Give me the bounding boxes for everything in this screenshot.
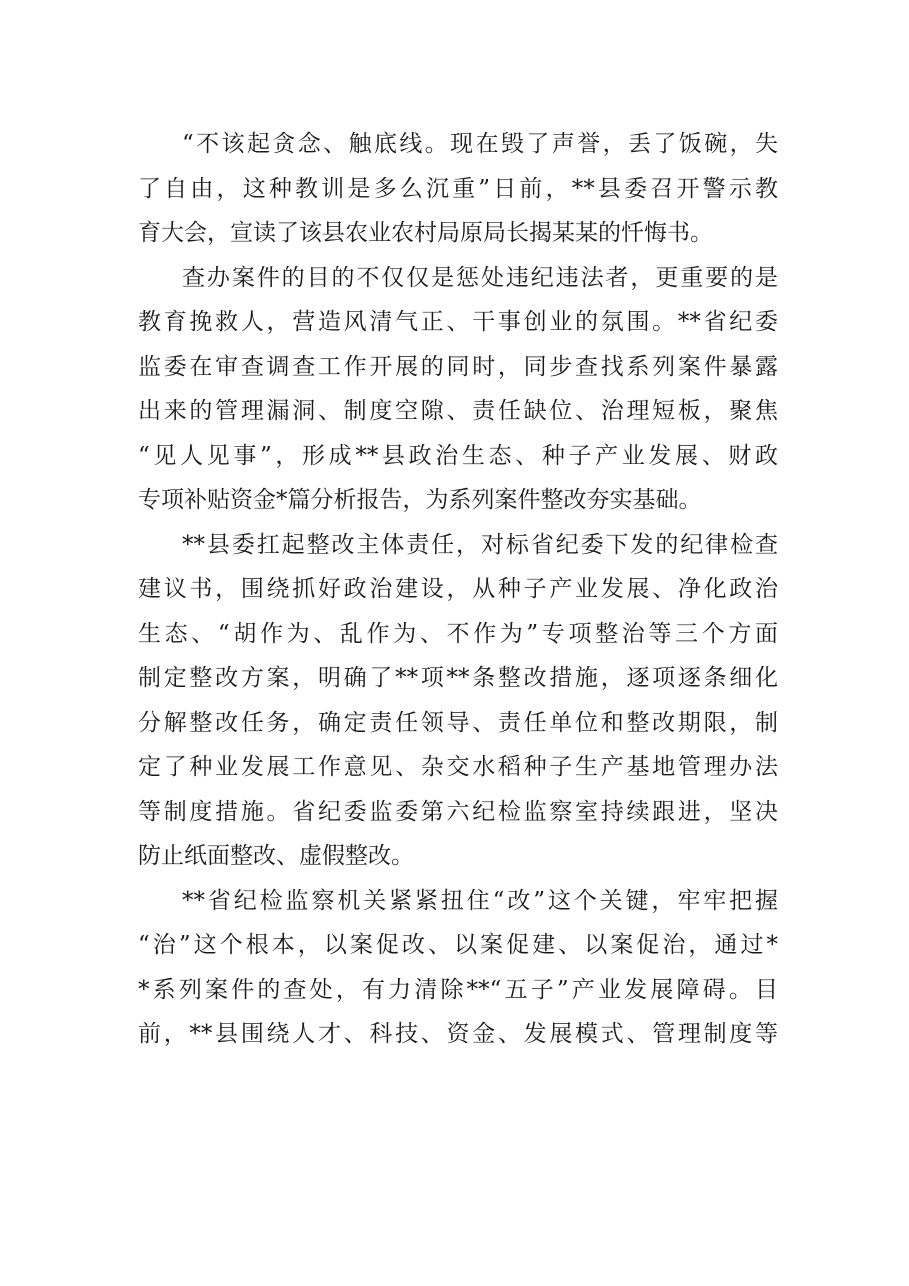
paragraph-3 — [138, 523, 778, 879]
text-line: 了自由，这种教训是多么沉重”日前，**县委召开警示教 — [138, 175, 778, 202]
text-line: 监委在审查调查工作开展的同时，同步查找系列案件暴露 — [138, 353, 778, 380]
text-line: **省纪检监察机关紧紧扭住“改”这个关键，牢牢把握 — [182, 887, 778, 914]
text-line: “治”这个根本，以案促改、以案促建、以案促治，通过* — [138, 932, 778, 958]
text-line: “不该起贪念、触底线。现在毁了声誉，丢了饭碗，失 — [182, 131, 778, 157]
text-line: *系列案件的查处，有力清除**“五子”产业发展障碍。目 — [138, 976, 778, 1003]
paragraph-4 — [138, 879, 778, 1057]
text-line: 查办案件的目的不仅仅是惩处违纪违法者，更重要的是 — [182, 264, 778, 291]
paragraph-1 — [138, 122, 778, 256]
text-line: 生态、“胡作为、乱作为、不作为”专项整治等三个方面 — [138, 620, 778, 647]
text-line: 出来的管理漏洞、制度空隙、责任缺位、治理短板，聚焦 — [138, 398, 778, 424]
text-line: 定了种业发展工作意见、杂交水稻种子生产基地管理办法 — [138, 754, 778, 780]
text-line: 专项补贴资金*篇分析报告，为系列案件整改夯实基础。 — [138, 487, 702, 513]
text-line: 分解整改任务，确定责任领导、责任单位和整改期限，制 — [138, 709, 778, 736]
text-line: 防止纸面整改、虚假整改。 — [138, 843, 414, 869]
text-line: 育大会，宣读了该县农业农村局原局长揭某某的忏悔书。 — [138, 220, 713, 246]
text-line: 教育挽救人，营造风清气正、干事创业的氛围。**省纪委 — [138, 309, 778, 335]
text-line: 建议书，围绕抓好政治建设，从种子产业发展、净化政治 — [138, 576, 778, 602]
document-body — [138, 122, 778, 1057]
text-line: “见人见事”，形成**县政治生态、种子产业发展、财政 — [138, 442, 778, 469]
text-line: 等制度措施。省纪委监委第六纪检监察室持续跟进，坚决 — [138, 798, 778, 825]
text-line: 制定整改方案，明确了**项**条整改措施，逐项逐条细化 — [138, 665, 778, 691]
text-line: **县委扛起整改主体责任，对标省纪委下发的纪律检查 — [182, 531, 778, 558]
text-line: 前，**县围绕人才、科技、资金、发展模式、管理制度等 — [138, 1021, 778, 1047]
paragraph-2 — [138, 256, 778, 523]
